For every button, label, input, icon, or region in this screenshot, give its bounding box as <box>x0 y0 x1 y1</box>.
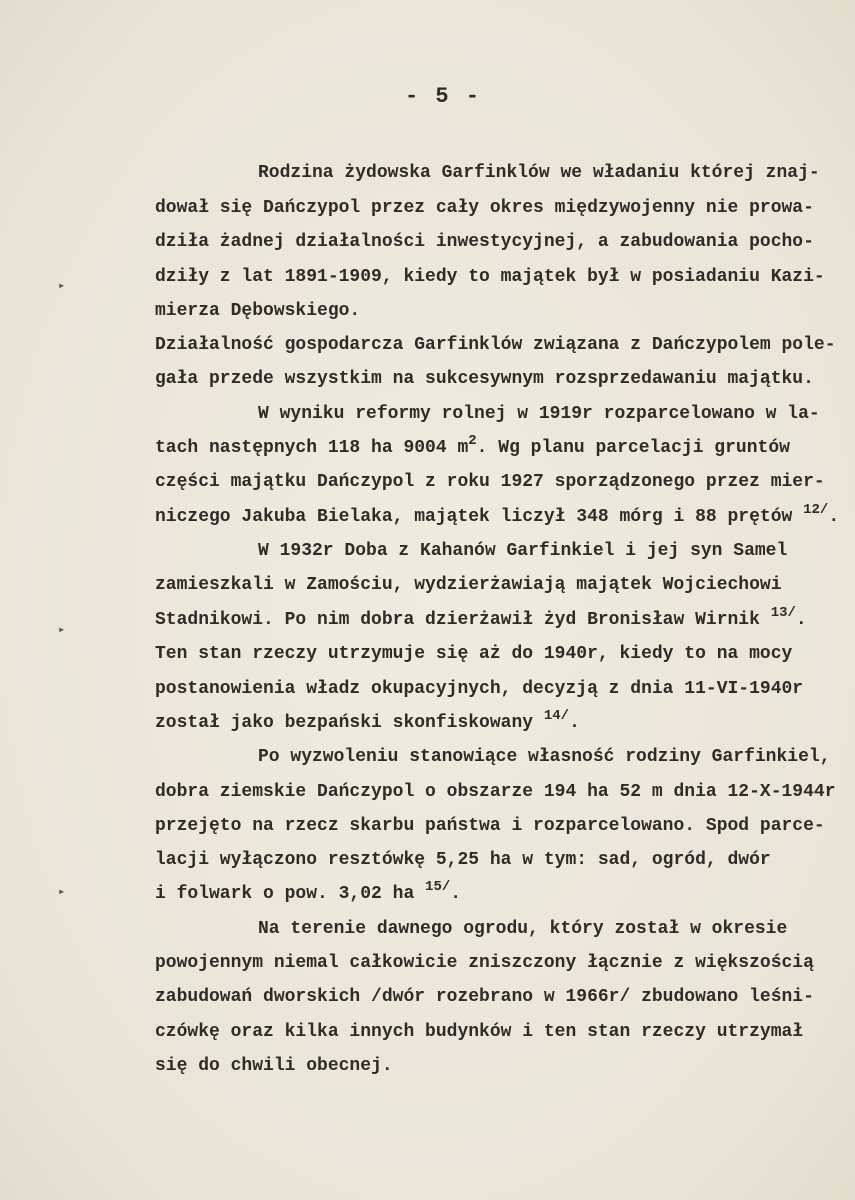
text-line <box>155 335 836 355</box>
margin-mark: ▸ <box>58 623 66 637</box>
line-text-tail: . <box>795 610 807 630</box>
text-line <box>155 644 792 664</box>
line-text: Po wyzwoleniu stanowiące własność rodziny Garfinkiel, <box>258 747 831 767</box>
line-text: Ten stan rzeczy utrzymuje się aż do 1940r, kiedy to na mocy <box>155 644 793 664</box>
line-text: czówkę oraz kilka innych budynków i ten stan rzeczy utrzymał <box>155 1022 804 1042</box>
line-text: niczego Jakuba Bielaka, majątek liczył 348 mórg i 88 prętów <box>155 507 804 527</box>
line-text: dował się Dańczypol przez cały okres międzywojenny nie prowa- <box>155 198 814 218</box>
line-text: zamieszkali w Zamościu, wydzierżawiają majątek Wojciechowi <box>155 575 782 595</box>
page-number: - 5 - <box>405 84 482 109</box>
text-line <box>258 541 787 561</box>
text-line <box>155 433 790 458</box>
footnote-ref: 15/ <box>425 879 451 895</box>
line-text: się do chwili obecnej. <box>155 1056 393 1076</box>
footnote-ref: 13/ <box>770 605 796 621</box>
line-text: Stadnikowi. Po nim dobra dzierżawił żyd Bronisław Wirnik <box>155 610 771 630</box>
footnote-ref: 2 <box>468 433 477 449</box>
line-text: części majątku Dańczypol z roku 1927 sporządzonego przez mier- <box>155 472 825 492</box>
text-line <box>155 679 803 699</box>
line-text: Na terenie dawnego ogrodu, który został w okresie <box>258 919 788 939</box>
text-line <box>258 919 787 939</box>
text-line <box>155 472 825 492</box>
text-line <box>155 782 836 802</box>
line-text: zabudowań dworskich /dwór rozebrano w 1966r/ zbudowano leśni- <box>155 987 814 1007</box>
text-line <box>258 163 820 183</box>
line-text: dziły z lat 1891-1909, kiedy to majątek był w posiadaniu Kazi- <box>155 267 825 287</box>
line-text-tail: . <box>828 507 840 527</box>
line-text: został jako bezpański skonfiskowany <box>155 713 544 733</box>
line-text: postanowienia władz okupacyjnych, decyzją z dnia 11-VI-1940r <box>155 679 804 699</box>
line-text: Działalność gospodarcza Garfinklów związana z Dańczypolem pole- <box>155 335 836 355</box>
line-text: dobra ziemskie Dańczypol o obszarze 194 ha 52 m dnia 12-X-1944r <box>155 782 836 802</box>
text-line <box>155 232 814 252</box>
text-line <box>155 1022 803 1042</box>
line-text: gała przede wszystkim na sukcesywnym rozsprzedawaniu majątku. <box>155 369 814 389</box>
text-line <box>155 198 814 218</box>
text-line <box>155 502 840 527</box>
line-text: W wyniku reformy rolnej w 1919r rozparcelowano w la- <box>258 404 820 424</box>
text-line <box>155 575 782 595</box>
text-line <box>155 879 462 904</box>
line-text-tail: . Wg planu parcelacji gruntów <box>476 438 790 458</box>
text-line <box>155 953 814 973</box>
line-text: dziła żadnej działalności inwestycyjnej, a zabudowania pocho- <box>155 232 814 252</box>
text-line <box>258 404 820 424</box>
text-line <box>155 987 814 1007</box>
text-line <box>155 267 825 287</box>
line-text: mierza Dębowskiego. <box>155 301 361 321</box>
margin-mark: ▸ <box>58 885 66 899</box>
footnote-ref: 12/ <box>803 502 829 518</box>
line-text: Rodzina żydowska Garfinklów we władaniu której znaj- <box>258 163 820 183</box>
line-text: przejęto na rzecz skarbu państwa i rozparcelowano. Spod parce- <box>155 816 825 836</box>
margin-mark: ▸ <box>58 279 66 293</box>
line-text: lacji wyłączono resztówkę 5,25 ha w tym: sad, ogród, dwór <box>155 850 771 870</box>
text-line <box>155 605 807 630</box>
text-line <box>155 708 580 733</box>
text-line <box>155 1056 393 1076</box>
line-text-tail: . <box>569 713 580 733</box>
line-text: i folwark o pow. 3,02 ha <box>155 884 426 904</box>
text-line <box>155 369 814 389</box>
text-line <box>155 816 825 836</box>
line-text: tach następnych 118 ha 9004 m <box>155 438 469 458</box>
text-line <box>155 301 360 321</box>
line-text: W 1932r Doba z Kahanów Garfinkiel i jej syn Samel <box>258 541 788 561</box>
text-line <box>155 850 771 870</box>
text-line <box>258 747 831 767</box>
footnote-ref: 14/ <box>543 708 570 724</box>
line-text-tail: . <box>450 884 462 904</box>
line-text: powojennym niemal całkowicie zniszczony łącznie z większością <box>155 953 814 973</box>
